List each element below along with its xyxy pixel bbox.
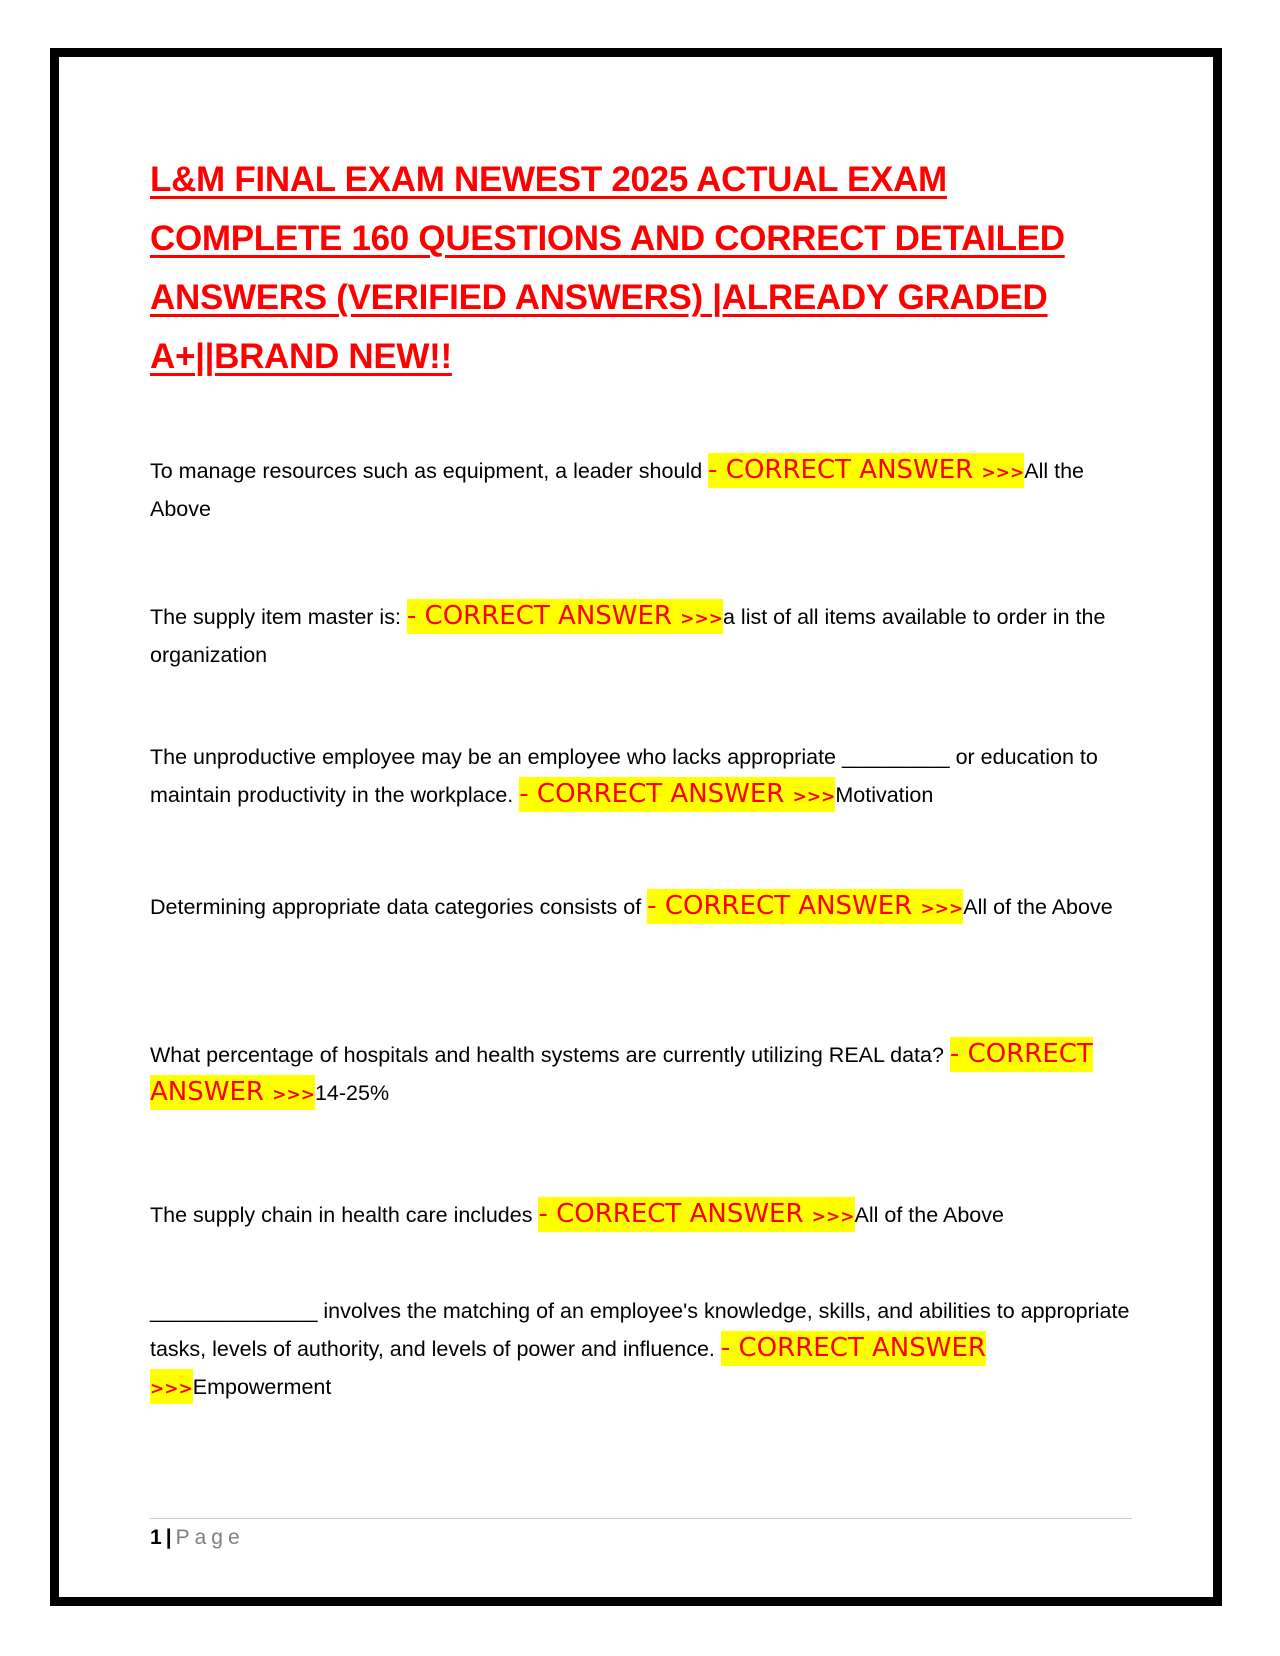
correct-answer-label: - CORRECT ANSWER [647, 891, 913, 921]
page-footer [150, 1525, 245, 1551]
qa-item [150, 452, 1130, 528]
answer-arrows: >>> [150, 1379, 193, 1399]
qa-item [150, 598, 1130, 674]
question-text: To manage resources such as equipment, a leader should [150, 459, 703, 483]
correct-answer-label: - CORRECT ANSWER [538, 1199, 804, 1229]
correct-answer-tag [519, 777, 835, 812]
answer-text: Motivation [835, 783, 934, 807]
answer-arrows: >>> [272, 1085, 315, 1105]
question-text: The unproductive employee may be an employee who lacks appropriate _________ or education to maintain productivity in the workplace. [150, 745, 1098, 807]
answer-text: Empowerment [192, 1375, 332, 1399]
answer-arrows: >>> [792, 787, 836, 807]
question-text: What percentage of hospitals and health systems are currently utilizing REAL data? [150, 1043, 944, 1067]
answer-text: All the Above [150, 459, 1084, 521]
page-number: 1 [150, 1526, 162, 1549]
correct-answer-label: - CORRECT ANSWER [519, 779, 785, 809]
correct-answer-label: - CORRECT ANSWER [708, 455, 974, 485]
qa-item [150, 1036, 1130, 1112]
answer-arrows: >>> [981, 463, 1025, 483]
correct-answer-tag [538, 1197, 854, 1232]
question-text: The supply item master is: [150, 605, 401, 629]
correct-answer-tag [407, 599, 723, 634]
qa-item [150, 1292, 1130, 1406]
qa-item [150, 888, 1130, 926]
document-title: L&M FINAL EXAM NEWEST 2025 ACTUAL EXAM COMPLETE 160 QUESTIONS AND CORRECT DETAILED ANSWERS (VERIFIED ANSWERS) |ALREADY GRADED A+||BRAND NEW!! [150, 160, 1065, 376]
answer-text: All of the Above [854, 1203, 1004, 1227]
correct-answer-tag [647, 889, 963, 924]
answer-arrows: >>> [680, 609, 723, 629]
footer-separator: | [165, 1526, 172, 1549]
correct-answer-label: - CORRECT ANSWER [720, 1333, 986, 1363]
correct-answer-label: - CORRECT ANSWER [150, 1039, 1093, 1107]
question-text: Determining appropriate data categories consists of [150, 895, 642, 919]
correct-answer-label: - CORRECT ANSWER [406, 601, 672, 631]
qa-item [150, 1196, 1130, 1234]
answer-text: 14-25% [314, 1081, 390, 1105]
answer-arrows: >>> [920, 899, 964, 919]
answer-text: a list of all items available to order in the organization [150, 605, 1106, 667]
correct-answer-tag [708, 453, 1024, 488]
footer-divider [150, 1518, 1132, 1519]
question-text: ______________ involves the matching of an employee's knowledge, skills, and abilities to appropriate tasks, levels of authority, and levels of power and influence. [150, 1299, 1130, 1361]
question-text: The supply chain in health care includes [150, 1203, 533, 1227]
answer-text: All of the Above [963, 895, 1113, 919]
qa-item [150, 738, 1130, 814]
answer-arrows: >>> [811, 1207, 855, 1227]
page-label: Page [175, 1526, 245, 1549]
